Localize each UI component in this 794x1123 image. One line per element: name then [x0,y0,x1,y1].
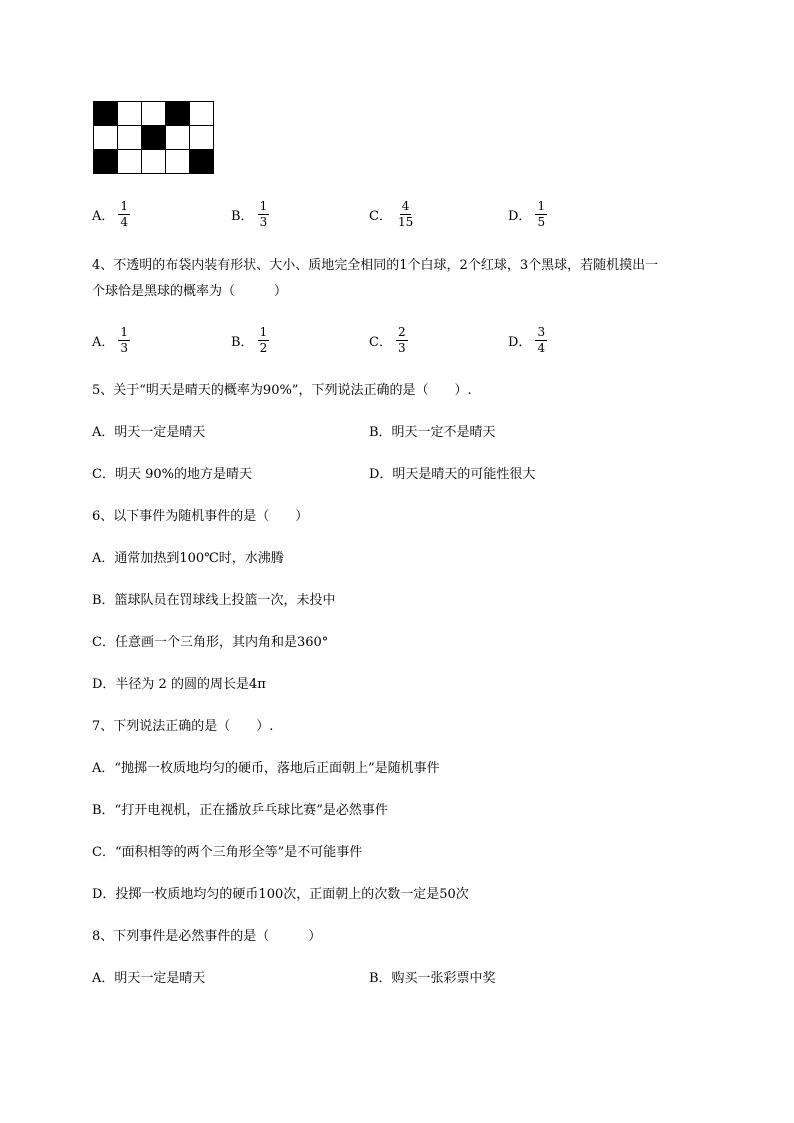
option-letter: A． [92,335,115,350]
q8-option-a[interactable]: A．明天一定是晴天 [92,971,206,986]
q5-option-d[interactable]: D．明天是晴天的可能性很大 [369,467,536,482]
fraction [535,200,547,229]
white-cell-r0-c1 [118,102,142,126]
numerator: 2 [397,325,406,339]
denominator: 4 [537,341,546,355]
numerator: 1 [120,199,129,213]
q3-option-b[interactable] [231,200,269,229]
q3-option-c[interactable] [369,200,415,229]
white-cell-r1-c3 [166,126,190,150]
black-cell-r2-c4 [190,150,214,174]
q7-option-d[interactable]: D．投掷一枚质地均匀的硬币100次，正面朝上的次数一定是50次 [92,887,469,902]
numerator: 4 [401,199,410,213]
q5-option-a[interactable]: A．明天一定是晴天 [92,425,206,440]
denominator: 3 [259,215,268,229]
fraction [118,200,130,229]
denominator: 2 [259,341,268,355]
q5-option-b[interactable]: B．明天一定不是晴天 [369,425,496,440]
fraction [396,200,415,229]
white-cell-r0-c4 [190,102,214,126]
fraction [258,200,270,229]
q4-option-b[interactable] [231,326,269,355]
white-cell-r1-c0 [94,126,118,150]
option-letter: B． [231,209,254,224]
white-cell-r0-c2 [142,102,166,126]
q5-stem: 5、关于“明天是晴天的概率为90%”，下列说法正确的是（ ）. [92,383,472,398]
denominator: 5 [537,215,546,229]
q4-stem-line1: 4、不透明的布袋内装有形状、大小、质地完全相同的1个白球，2个红球，3个黑球，若随机摸出一 [92,258,659,273]
black-cell-r0-c0 [94,102,118,126]
q4-option-a[interactable] [92,326,130,355]
option-letter: D． [508,209,532,224]
option-letter: C． [369,335,392,350]
q6-option-b[interactable]: B．篮球队员在罚球线上投篮一次，未投中 [92,593,336,608]
option-letter: C． [369,209,392,224]
q4-option-c[interactable] [369,326,408,355]
q4-option-d[interactable] [508,326,547,355]
white-cell-r2-c3 [166,150,190,174]
fraction [396,326,408,355]
q6-option-a[interactable]: A．通常加热到100℃时，水沸腾 [92,551,284,566]
black-cell-r0-c3 [166,102,190,126]
q7-option-a[interactable]: A．“抛掷一枚质地均匀的硬币，落地后正面朝上”是随机事件 [92,761,440,776]
white-cell-r1-c1 [118,126,142,150]
denominator: 15 [397,215,414,229]
q8-stem: 8、下列事件是必然事件的是（ ） [92,929,322,944]
q7-stem: 7、下列说法正确的是（ ）. [92,719,274,734]
q3-option-a[interactable] [92,200,130,229]
fraction [258,326,270,355]
option-letter: B． [231,335,254,350]
white-cell-r2-c1 [118,150,142,174]
denominator: 4 [120,215,129,229]
q7-option-b[interactable]: B．“打开电视机，正在播放乒乓球比赛”是必然事件 [92,803,388,818]
fraction [535,326,547,355]
denominator: 3 [397,341,406,355]
fraction [118,326,130,355]
numerator: 1 [259,325,268,339]
numerator: 1 [537,199,546,213]
q8-option-b[interactable]: B．购买一张彩票中奖 [369,971,496,986]
q6-option-c[interactable]: C．任意画一个三角形，其内角和是360° [92,635,329,650]
q6-option-d[interactable]: D．半径为 2 的圆的周长是4π [92,677,266,692]
q6-stem: 6、以下事件为随机事件的是（ ） [92,509,309,524]
white-cell-r2-c2 [142,150,166,174]
option-letter: A． [92,209,115,224]
black-cell-r2-c0 [94,150,118,174]
q7-option-c[interactable]: C．“面积相等的两个三角形全等”是不可能事件 [92,845,363,860]
white-cell-r1-c4 [190,126,214,150]
numerator: 3 [537,325,546,339]
q4-stem-line2: 个球恰是黑球的概率为（ ） [92,284,288,299]
option-letter: D． [508,335,532,350]
numerator: 1 [259,199,268,213]
q3-option-d[interactable] [508,200,547,229]
checker-grid-figure [93,101,214,174]
black-cell-r1-c2 [142,126,166,150]
denominator: 3 [120,341,129,355]
numerator: 1 [120,325,129,339]
q5-option-c[interactable]: C．明天 90%的地方是晴天 [92,467,252,482]
